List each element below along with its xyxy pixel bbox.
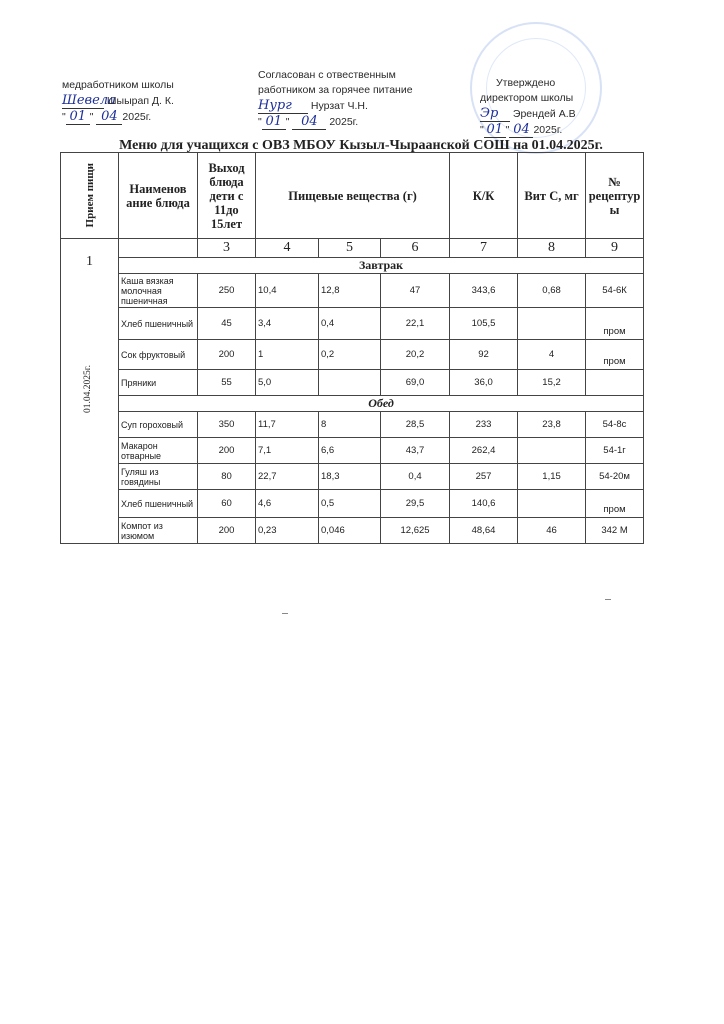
dish-recipe: пром [586,308,644,340]
right-approver-name: Эрендей А.В [512,108,576,120]
dish-recipe: 54-20м [586,464,644,490]
left-date-day: 01 [66,109,90,125]
header-dish-name: Наименов ание блюда [119,153,198,239]
right-date-quote-close: " [505,124,510,136]
column-number-row [61,239,644,258]
dish-carbs: 47 [381,274,450,308]
header-recipe-number: № рецептур ы [586,153,644,239]
table-row [61,518,644,544]
column-number-4: 4 [256,239,319,258]
dish-kcal: 36,0 [450,370,518,396]
right-date-year: 2025г. [533,124,563,136]
dish-fat: 0,4 [319,308,381,340]
dish-portion: 350 [198,412,256,438]
scan-mark [282,613,288,614]
column-number-blank [119,239,198,258]
dish-carbs: 0,4 [381,464,450,490]
section-lunch-row [61,396,644,412]
dish-kcal: 92 [450,340,518,370]
dish-protein: 5,0 [256,370,319,396]
dish-protein: 10,4 [256,274,319,308]
dish-portion: 55 [198,370,256,396]
right-date-quote-open: " [480,124,484,136]
header-vitamin-c: Вит С, мг [518,153,586,239]
table-header-row [61,153,644,239]
meal-date-cell [61,239,119,544]
dish-carbs: 69,0 [381,370,450,396]
left-approval-title: медработником школы [62,79,174,91]
right-approval-line1: Утверждено [496,77,556,89]
column-number-5: 5 [319,239,381,258]
header-nutrients: Пищевые вещества (г) [256,153,450,239]
dish-name: Хлеб пшеничный [119,308,198,340]
dish-carbs: 20,2 [381,340,450,370]
dish-kcal: 262,4 [450,438,518,464]
dish-vitamin-c: 4 [518,340,586,370]
right-approval-block [480,76,576,138]
middle-date-quote-close: " [285,116,290,128]
right-date-day: 01 [484,122,506,138]
dish-name: Макарон отварные [119,438,198,464]
date-vertical: 01.04.2025г. [83,365,93,413]
table-row [61,490,644,518]
column-number-7: 7 [450,239,518,258]
dish-portion: 200 [198,438,256,464]
table-row [61,412,644,438]
table-row [61,464,644,490]
dish-recipe: пром [586,340,644,370]
dish-carbs: 12,625 [381,518,450,544]
dish-protein: 3,4 [256,308,319,340]
table-row [61,274,644,308]
dish-fat: 18,3 [319,464,381,490]
dish-vitamin-c: 23,8 [518,412,586,438]
middle-approval-line1: Согласован с отвественным [258,69,396,81]
middle-approval-block [258,68,413,130]
dish-kcal: 140,6 [450,490,518,518]
left-date-year: 2025г. [122,111,152,123]
column-number-8: 8 [518,239,586,258]
dish-portion: 200 [198,340,256,370]
dish-portion: 45 [198,308,256,340]
dish-protein: 4,6 [256,490,319,518]
dish-protein: 7,1 [256,438,319,464]
right-signature: Эр [480,106,510,122]
middle-approver-name: Нурзат Ч.Н. [310,100,368,112]
scan-mark [605,599,611,600]
dish-fat: 6,6 [319,438,381,464]
dish-portion: 80 [198,464,256,490]
dish-vitamin-c: 15,2 [518,370,586,396]
dish-recipe: 342 М [586,518,644,544]
section-breakfast-row [61,258,644,274]
table-row [61,308,644,340]
dish-kcal: 343,6 [450,274,518,308]
dish-kcal: 105,5 [450,308,518,340]
column-number-3: 3 [198,239,256,258]
dish-vitamin-c: 46 [518,518,586,544]
table-row [61,438,644,464]
header-meal: Прием пищи [61,153,119,239]
dish-recipe [586,370,644,396]
dish-portion: 250 [198,274,256,308]
middle-approval-line2: работником за горячее питание [258,84,413,96]
dish-carbs: 28,5 [381,412,450,438]
left-date-quote-open: " [62,111,66,123]
right-approval-line2: директором школы [480,92,574,104]
dish-fat: 12,8 [319,274,381,308]
middle-signature: Нург [258,98,308,114]
table-row [61,370,644,396]
dish-vitamin-c: 0,68 [518,274,586,308]
dish-name: Сок фруктовый [119,340,198,370]
middle-date-quote-open: " [258,116,262,128]
dish-fat: 0,2 [319,340,381,370]
dish-vitamin-c [518,438,586,464]
dish-vitamin-c [518,490,586,518]
dish-name: Каша вязкая молочная пшеничная [119,274,198,308]
section-lunch-label: Обед [119,396,644,412]
dish-vitamin-c [518,308,586,340]
left-signature: Шевела [62,93,116,108]
header-kcal: К/К [450,153,518,239]
column-number-6: 6 [381,239,450,258]
middle-date-month: 04 [292,114,326,130]
dish-name: Гуляш из говядины [119,464,198,490]
dish-portion: 60 [198,490,256,518]
dish-fat: 0,5 [319,490,381,518]
dish-name: Пряники [119,370,198,396]
dish-protein: 22,7 [256,464,319,490]
left-date-month: 04 [96,109,122,125]
middle-date-year: 2025г. [329,116,359,128]
left-date-quote-close: " [89,111,94,123]
dish-protein: 0,23 [256,518,319,544]
dish-kcal: 48,64 [450,518,518,544]
dish-fat [319,370,381,396]
dish-fat: 0,046 [319,518,381,544]
dish-fat: 8 [319,412,381,438]
menu-table [60,152,644,544]
dish-protein: 1 [256,340,319,370]
dish-recipe: пром [586,490,644,518]
left-approver-name: Шыырап Д. К. [106,95,174,107]
dish-name: Компот из изюмом [119,518,198,544]
dish-name: Хлеб пшеничный [119,490,198,518]
dish-carbs: 22,1 [381,308,450,340]
dish-carbs: 29,5 [381,490,450,518]
column-number-1: 1 [86,254,93,269]
dish-kcal: 233 [450,412,518,438]
dish-recipe: 54-6К [586,274,644,308]
dish-kcal: 257 [450,464,518,490]
section-breakfast-label: Завтрак [119,258,644,274]
dish-recipe: 54-1г [586,438,644,464]
dish-carbs: 43,7 [381,438,450,464]
dish-name: Суп гороховый [119,412,198,438]
middle-date-day: 01 [262,114,286,130]
dish-portion: 200 [198,518,256,544]
dish-protein: 11,7 [256,412,319,438]
right-date-month: 04 [509,122,533,138]
column-number-9: 9 [586,239,644,258]
dish-vitamin-c: 1,15 [518,464,586,490]
table-row [61,340,644,370]
menu-title: Меню для учащихся с ОВЗ МБОУ Кызыл-Чыраанской СОШ на 01.04.2025г. [119,138,603,153]
header-portion: Выход блюда дети с 11до 15лет [198,153,256,239]
left-approval-block [62,78,174,125]
dish-recipe: 54-8с [586,412,644,438]
